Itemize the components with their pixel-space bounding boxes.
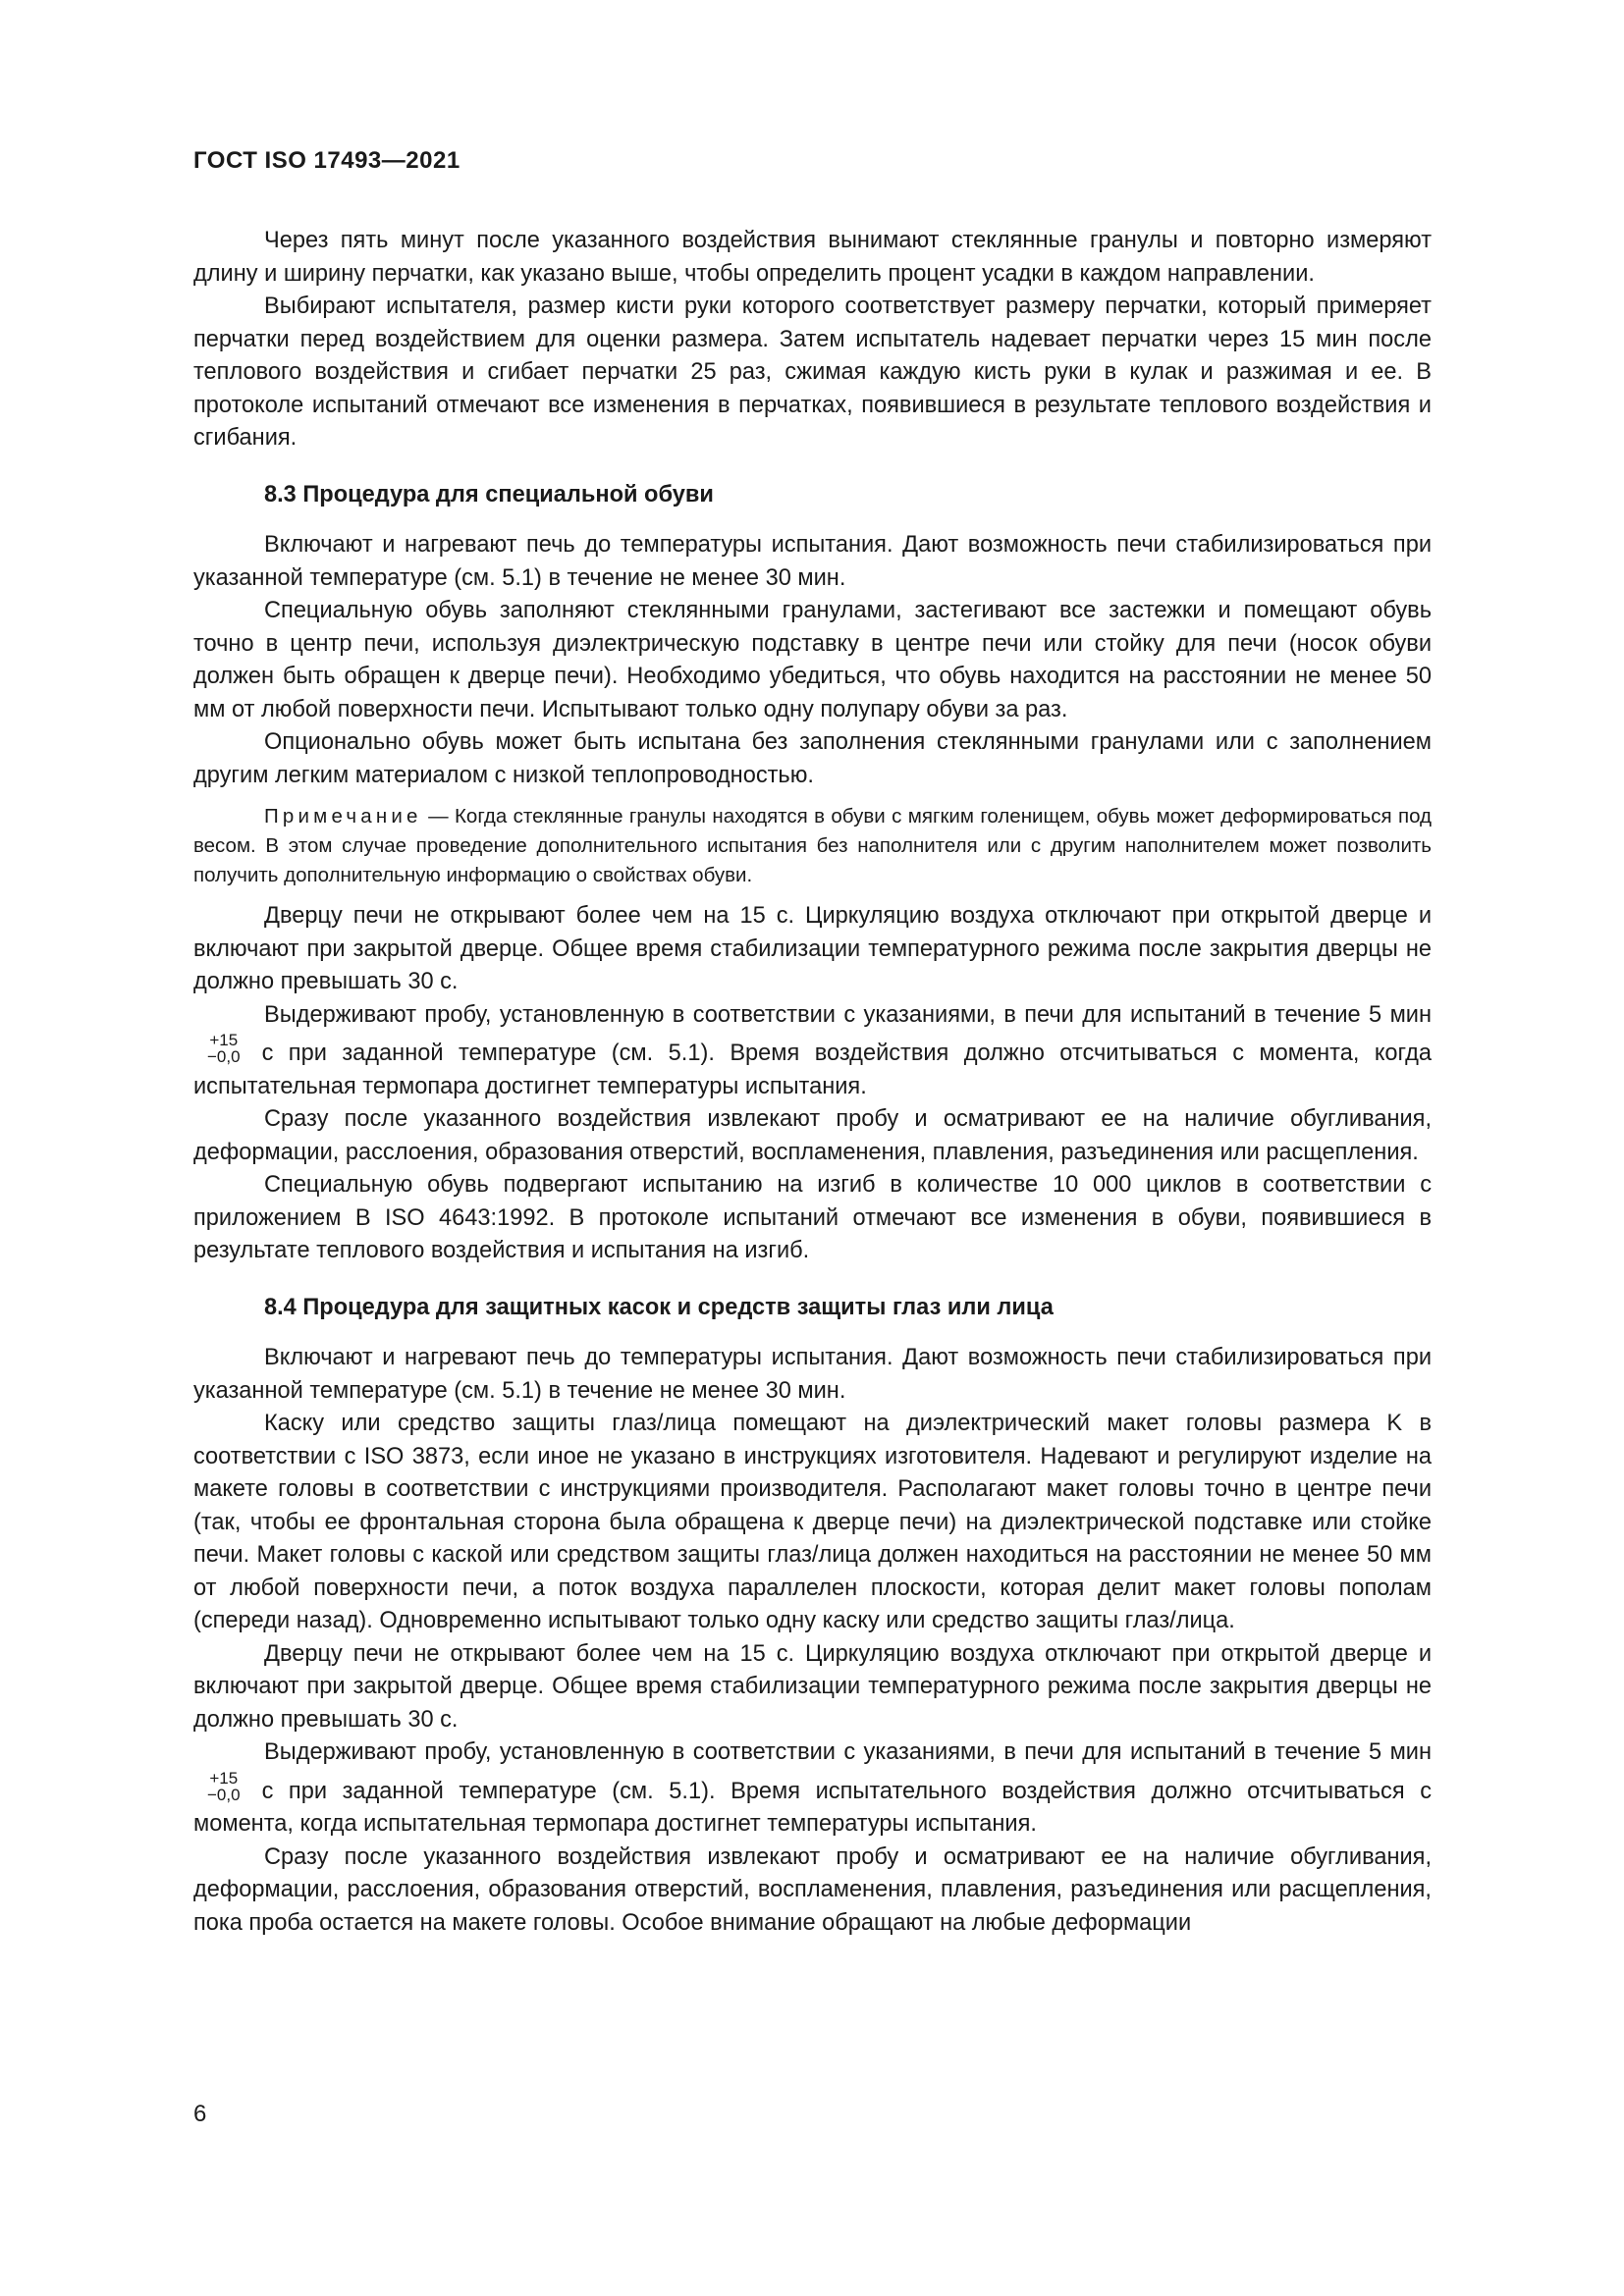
paragraph: Опционально обувь может быть испытана без заполнения стеклянными гранулами или с заполнением другим легким материалом с низкой теплопроводностью.: [193, 729, 1432, 788]
paragraph: Включают и нагревают печь до температуры испытания. Дают возможность печи стабилизироваться при указанной температуре (см. 5.1) в течение не менее 30 мин.: [193, 1345, 1432, 1404]
paragraph: Специальную обувь подвергают испытанию на изгиб в количестве 10 000 циклов в соответствии с приложением В ISO 4643:1992. В протоколе испытаний отмечают все изменения в обуви, появившиеся в результате теплового воздействия и испытания на изгиб.: [193, 1172, 1432, 1263]
tolerance-minus: −0,0: [207, 1047, 241, 1066]
paragraph: Через пять минут после указанного воздействия вынимают стеклянные гранулы и повторно измеряют длину и ширину перчатки, как указано выше, чтобы определить процент усадки в каждом направлении.: [193, 228, 1432, 287]
paragraph: Специальную обувь заполняют стеклянными гранулами, застегивают все застежки и помещают обувь точно в центр печи, используя диэлектрическую подставку в центре печи или стойку для печи (носок обуви должен быть обращен к дверце печи). Необходимо убедиться, что обувь находится на расстоянии не менее 50 мм от любой поверхности печи. Испытывают только одну полупару обуви за раз.: [193, 598, 1432, 722]
note-text: — Когда стеклянные гранулы находятся в обуви с мягким голенищем, обувь может деформироваться под весом. В этом случае проведение дополнительного испытания без наполнителя или с другим наполнителем может позволить получить дополнительную информацию о свойствах обуви.: [193, 805, 1432, 886]
time-tolerance: [207, 1032, 241, 1065]
paragraph: Выбирают испытателя, размер кисти руки которого соответствует размеру перчатки, который примеряет перчатки перед воздействием для оценки размера. Затем испытатель надевает перчатки через 15 мин после теплового воздействия и сгибает перчатки 25 раз, сжимая каждую кисть руки в кулак и разжимая и ее. В протоколе испытаний отмечают все изменения в перчатках, появившиеся в результате теплового воздействия и сгибания.: [193, 294, 1432, 451]
paragraph-text-end: с при заданной температуре (см. 5.1). Время воздействия должно отсчитываться с момента, когда испытательная термопара достигнет температуры испытания.: [193, 1041, 1432, 1099]
document-header: ГОСТ ISO 17493—2021: [193, 147, 460, 174]
paragraph: Каску или средство защиты глаз/лица помещают на диэлектрический макет головы размера K в соответствии с ISO 3873, если иное не указано в инструкциях изготовителя. Надевают и регулируют изделие на макете головы в соответствии с инструкциями производителя. Располагают макет головы точно в центре печи (так, чтобы ее фронтальная сторона была обращена к дверце печи) на диэлектрической подставке или стойке печи. Макет головы с каской или средством защиты глаз/лица должен находиться на расстоянии не менее 50 мм от любой поверхности печи, а поток воздуха параллелен плоскости, которая делит макет головы пополам (спереди назад). Одновременно испытывают только одну каску или средство защиты глаз/лица.: [193, 1411, 1432, 1633]
paragraph-text-start: Выдерживают пробу, установленную в соответствии с указаниями, в печи для испытаний в течение 5 мин: [264, 1739, 1432, 1765]
time-tolerance: [207, 1770, 241, 1803]
section-heading-8-4: 8.4 Процедура для защитных касок и средств защиты глаз или лица: [264, 1294, 1054, 1320]
note-label: Примечание: [264, 805, 422, 828]
paragraph: Включают и нагревают печь до температуры испытания. Дают возможность печи стабилизироваться при указанной температуре (см. 5.1) в течение не менее 30 мин.: [193, 532, 1432, 591]
document-body: [193, 225, 1432, 1940]
note: [193, 802, 1432, 890]
tolerance-plus: +15: [209, 1031, 239, 1049]
section-heading-8-3: 8.3 Процедура для специальной обуви: [264, 481, 714, 507]
paragraph-with-tolerance: [193, 999, 1432, 1104]
paragraph-text-start: Выдерживают пробу, установленную в соответствии с указаниями, в печи для испытаний в течение 5 мин: [264, 1001, 1432, 1028]
tolerance-plus: +15: [209, 1768, 239, 1788]
paragraph: Дверцу печи не открывают более чем на 15 с. Циркуляцию воздуха отключают при открытой дверце и включают при закрытой дверце. Общее время стабилизации температурного режима после закрытия дверцы не должно превышать 30 с.: [193, 1640, 1432, 1733]
paragraph-with-tolerance: [193, 1736, 1432, 1842]
tolerance-minus: −0,0: [207, 1785, 241, 1804]
paragraph-text-end: с при заданной температуре (см. 5.1). Время испытательного воздействия должно отсчитываться с момента, когда испытательная термопара достигнет температуры испытания.: [193, 1778, 1432, 1837]
paragraph: Сразу после указанного воздействия извлекают пробу и осматривают ее на наличие обугливания, деформации, расслоения, образования отверстий, воспламенения, плавления, разъединения или расщепления, пока проба остается на макете головы. Особое внимание обращают на любые деформации: [193, 1843, 1432, 1936]
paragraph: Сразу после указанного воздействия извлекают пробу и осматривают ее на наличие обугливания, деформации, расслоения, образования отверстий, воспламенения, плавления, разъединения или расщепления.: [193, 1106, 1432, 1165]
paragraph: Дверцу печи не открывают более чем на 15 с. Циркуляцию воздуха отключают при открытой дверце и включают при закрытой дверце. Общее время стабилизации температурного режима после закрытия дверцы не должно превышать 30 с.: [193, 903, 1432, 994]
page-number: 6: [193, 2101, 207, 2127]
